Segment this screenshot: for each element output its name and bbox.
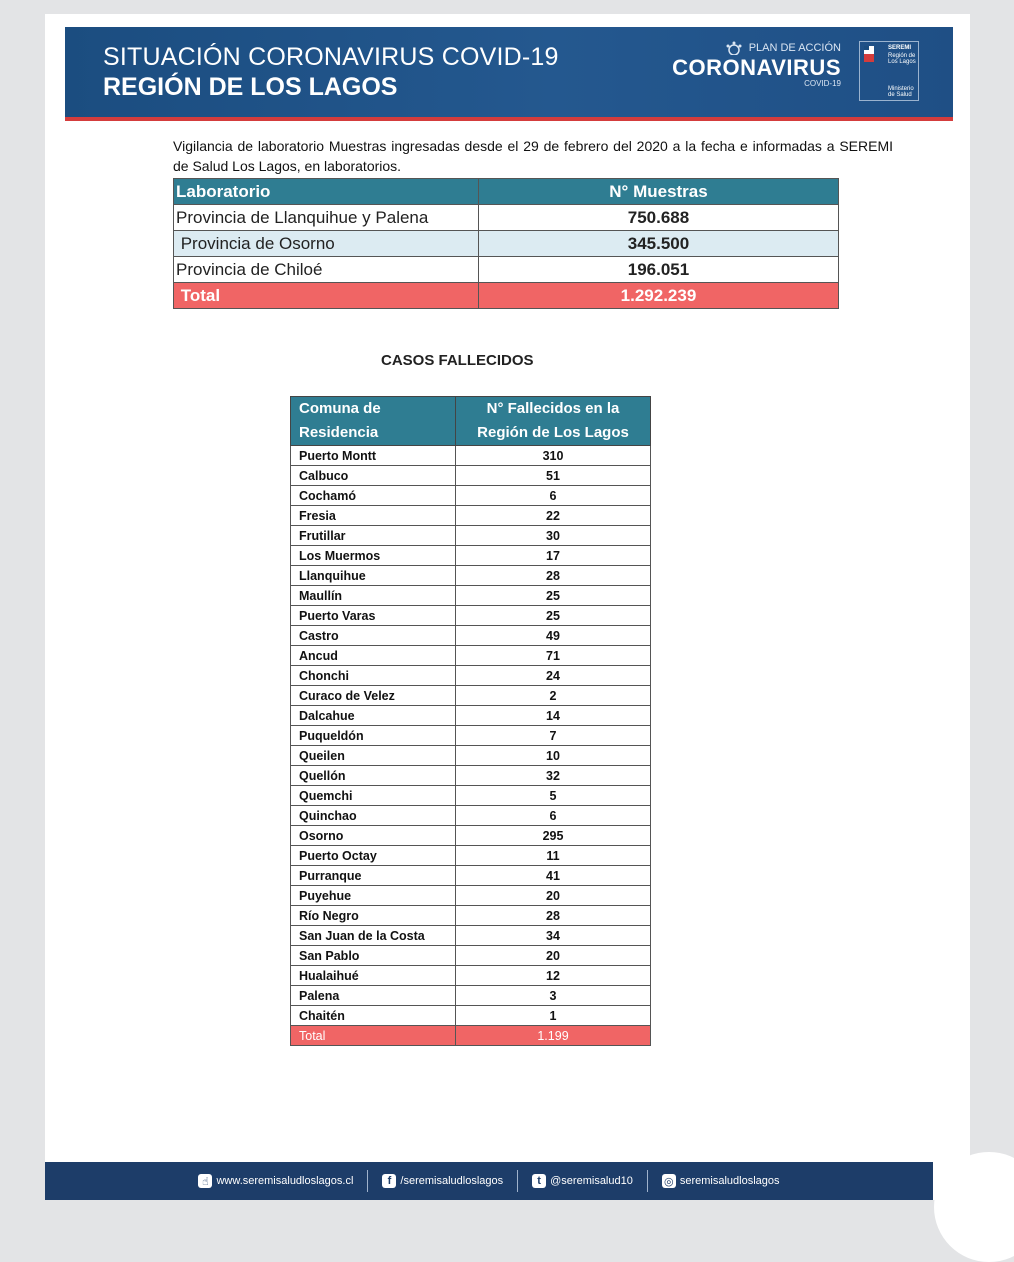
total-label: Total [291, 1026, 456, 1046]
comuna-name: Maullín [291, 586, 456, 606]
table-row [291, 966, 651, 986]
comuna-name: Río Negro [291, 906, 456, 926]
table-row [291, 886, 651, 906]
fallecidos-count: 24 [456, 666, 651, 686]
comuna-name: Los Muermos [291, 546, 456, 566]
comuna-name: Palena [291, 986, 456, 1006]
twitter-icon: t [532, 1174, 546, 1188]
comuna-name: Quinchao [291, 806, 456, 826]
comuna-name: Ancud [291, 646, 456, 666]
fallecidos-count: 6 [456, 486, 651, 506]
footer-twitter-text: @seremisalud10 [550, 1175, 633, 1187]
fallecidos-count: 17 [456, 546, 651, 566]
table-row [291, 486, 651, 506]
table-row [291, 706, 651, 726]
table-row [291, 866, 651, 886]
table-row [291, 586, 651, 606]
comuna-name: Dalcahue [291, 706, 456, 726]
comuna-name: Fresia [291, 506, 456, 526]
table-row [291, 526, 651, 546]
plan-sub: COVID-19 [804, 79, 841, 88]
lab-value: 196.051 [479, 257, 839, 283]
facebook-icon: f [382, 1174, 396, 1188]
fallecidos-count: 6 [456, 806, 651, 826]
table-row [174, 231, 839, 257]
comuna-name: Osorno [291, 826, 456, 846]
plan-title: CORONAVIRUS [672, 55, 841, 80]
fallecidos-count: 28 [456, 906, 651, 926]
comuna-name: Calbuco [291, 466, 456, 486]
intro-paragraph: Vigilancia de laboratorio Muestras ingresadas desde el 29 de febrero del 2020 a la fecha e informadas a SEREMI de Salud Los Lagos, en laboratorios. [173, 138, 893, 174]
fallecidos-count: 3 [456, 986, 651, 1006]
banner-title-line1: SITUACIÓN CORONAVIRUS COVID-19 [103, 43, 559, 71]
fallecidos-count: 12 [456, 966, 651, 986]
table-row [291, 686, 651, 706]
instagram-icon: ◎ [662, 1174, 676, 1188]
casos-fallecidos-title: CASOS FALLECIDOS [381, 352, 534, 369]
footer-divider [647, 1170, 648, 1192]
lab-name: Provincia de Chiloé [174, 257, 479, 283]
comuna-name: Puyehue [291, 886, 456, 906]
total-label: Total [174, 283, 479, 309]
footer-bar [45, 1162, 933, 1200]
fallecidos-count: 25 [456, 606, 651, 626]
table-row [291, 986, 651, 1006]
total-row [291, 1026, 651, 1046]
fallecidos-count: 11 [456, 846, 651, 866]
comuna-name: Puerto Octay [291, 846, 456, 866]
comuna-name: Puerto Varas [291, 606, 456, 626]
fallecidos-count: 51 [456, 466, 651, 486]
total-row [174, 283, 839, 309]
total-value: 1.199 [456, 1026, 651, 1046]
fallecidos-count: 295 [456, 826, 651, 846]
table-row [291, 846, 651, 866]
seremi-label: SEREMI [888, 45, 912, 51]
table-row [291, 566, 651, 586]
table-row [291, 606, 651, 626]
table-header-row [291, 397, 651, 446]
comuna-name: Curaco de Velez [291, 686, 456, 706]
fallecidos-count: 10 [456, 746, 651, 766]
column-header-laboratorio: Laboratorio [174, 179, 479, 205]
table-row [291, 626, 651, 646]
fallecidos-count: 49 [456, 626, 651, 646]
fallecidos-body [291, 446, 651, 1046]
fallecidos-table [290, 396, 651, 1046]
comuna-name: Puqueldón [291, 726, 456, 746]
comuna-name: Hualaihué [291, 966, 456, 986]
seremi-logo [859, 41, 919, 101]
comuna-name: Purranque [291, 866, 456, 886]
table-row [291, 806, 651, 826]
plan-de-accion-logo [672, 41, 841, 88]
table-row [291, 766, 651, 786]
fallecidos-count: 71 [456, 646, 651, 666]
table-row [291, 826, 651, 846]
fallecidos-count: 28 [456, 566, 651, 586]
seremi-region: Región de Los Lagos [888, 53, 916, 65]
fallecidos-count: 7 [456, 726, 651, 746]
footer-instagram-link[interactable] [662, 1174, 780, 1188]
table-row [291, 746, 651, 766]
fallecidos-count: 20 [456, 946, 651, 966]
column-header-comuna: Comuna de Residencia [291, 397, 456, 446]
table-row [291, 666, 651, 686]
comuna-name: San Pablo [291, 946, 456, 966]
footer-web-link[interactable] [198, 1174, 353, 1188]
fallecidos-count: 32 [456, 766, 651, 786]
fallecidos-count: 310 [456, 446, 651, 466]
table-row [291, 926, 651, 946]
lab-value: 345.500 [479, 231, 839, 257]
header-banner [65, 27, 953, 121]
comuna-name: Quellón [291, 766, 456, 786]
table-row [291, 1006, 651, 1026]
table-row [291, 466, 651, 486]
fallecidos-count: 30 [456, 526, 651, 546]
footer-twitter-link[interactable] [532, 1174, 633, 1188]
footer-divider [517, 1170, 518, 1192]
comuna-name: Llanquihue [291, 566, 456, 586]
lab-name: Provincia de Osorno [174, 231, 479, 257]
table-row [291, 946, 651, 966]
table-row [291, 906, 651, 926]
footer-web-text: www.seremisaludloslagos.cl [216, 1175, 354, 1187]
ministerio-label: Ministerio de Salud [888, 86, 914, 98]
table-row [291, 446, 651, 466]
footer-facebook-text: /seremisaludloslagos [400, 1175, 504, 1187]
lab-name: Provincia de Llanquihue y Palena [174, 205, 479, 231]
fallecidos-count: 41 [456, 866, 651, 886]
table-header-row [174, 179, 839, 205]
plan-label: PLAN DE ACCIÓN [748, 42, 841, 54]
fallecidos-count: 2 [456, 686, 651, 706]
comuna-name: Queilen [291, 746, 456, 766]
banner-title-line2: REGIÓN DE LOS LAGOS [103, 73, 398, 101]
table-row [291, 506, 651, 526]
fallecidos-count: 20 [456, 886, 651, 906]
table-row [291, 546, 651, 566]
total-value: 1.292.239 [479, 283, 839, 309]
lab-value: 750.688 [479, 205, 839, 231]
column-header-fallecidos: N° Fallecidos en la Región de Los Lagos [456, 397, 651, 446]
comuna-name: Chaitén [291, 1006, 456, 1026]
comuna-name: Quemchi [291, 786, 456, 806]
cursor-icon: ☝ [198, 1174, 212, 1188]
comuna-name: Castro [291, 626, 456, 646]
comuna-name: Cochamó [291, 486, 456, 506]
footer-divider [367, 1170, 368, 1192]
table-row [174, 205, 839, 231]
fallecidos-count: 34 [456, 926, 651, 946]
comuna-name: Frutillar [291, 526, 456, 546]
virus-icon [723, 41, 745, 55]
document-page [45, 14, 970, 1200]
fallecidos-count: 25 [456, 586, 651, 606]
comuna-name: Puerto Montt [291, 446, 456, 466]
fallecidos-count: 14 [456, 706, 651, 726]
comuna-name: San Juan de la Costa [291, 926, 456, 946]
footer-instagram-text: seremisaludloslagos [679, 1175, 780, 1187]
table-row [291, 786, 651, 806]
fallecidos-count: 5 [456, 786, 651, 806]
fallecidos-count: 1 [456, 1006, 651, 1026]
column-header-muestras: N° Muestras [479, 179, 839, 205]
fallecidos-count: 22 [456, 506, 651, 526]
table-row [291, 726, 651, 746]
table-row [291, 646, 651, 666]
laboratorio-table [173, 178, 839, 309]
footer-facebook-link[interactable] [382, 1174, 503, 1188]
comuna-name: Chonchi [291, 666, 456, 686]
table-row [174, 257, 839, 283]
